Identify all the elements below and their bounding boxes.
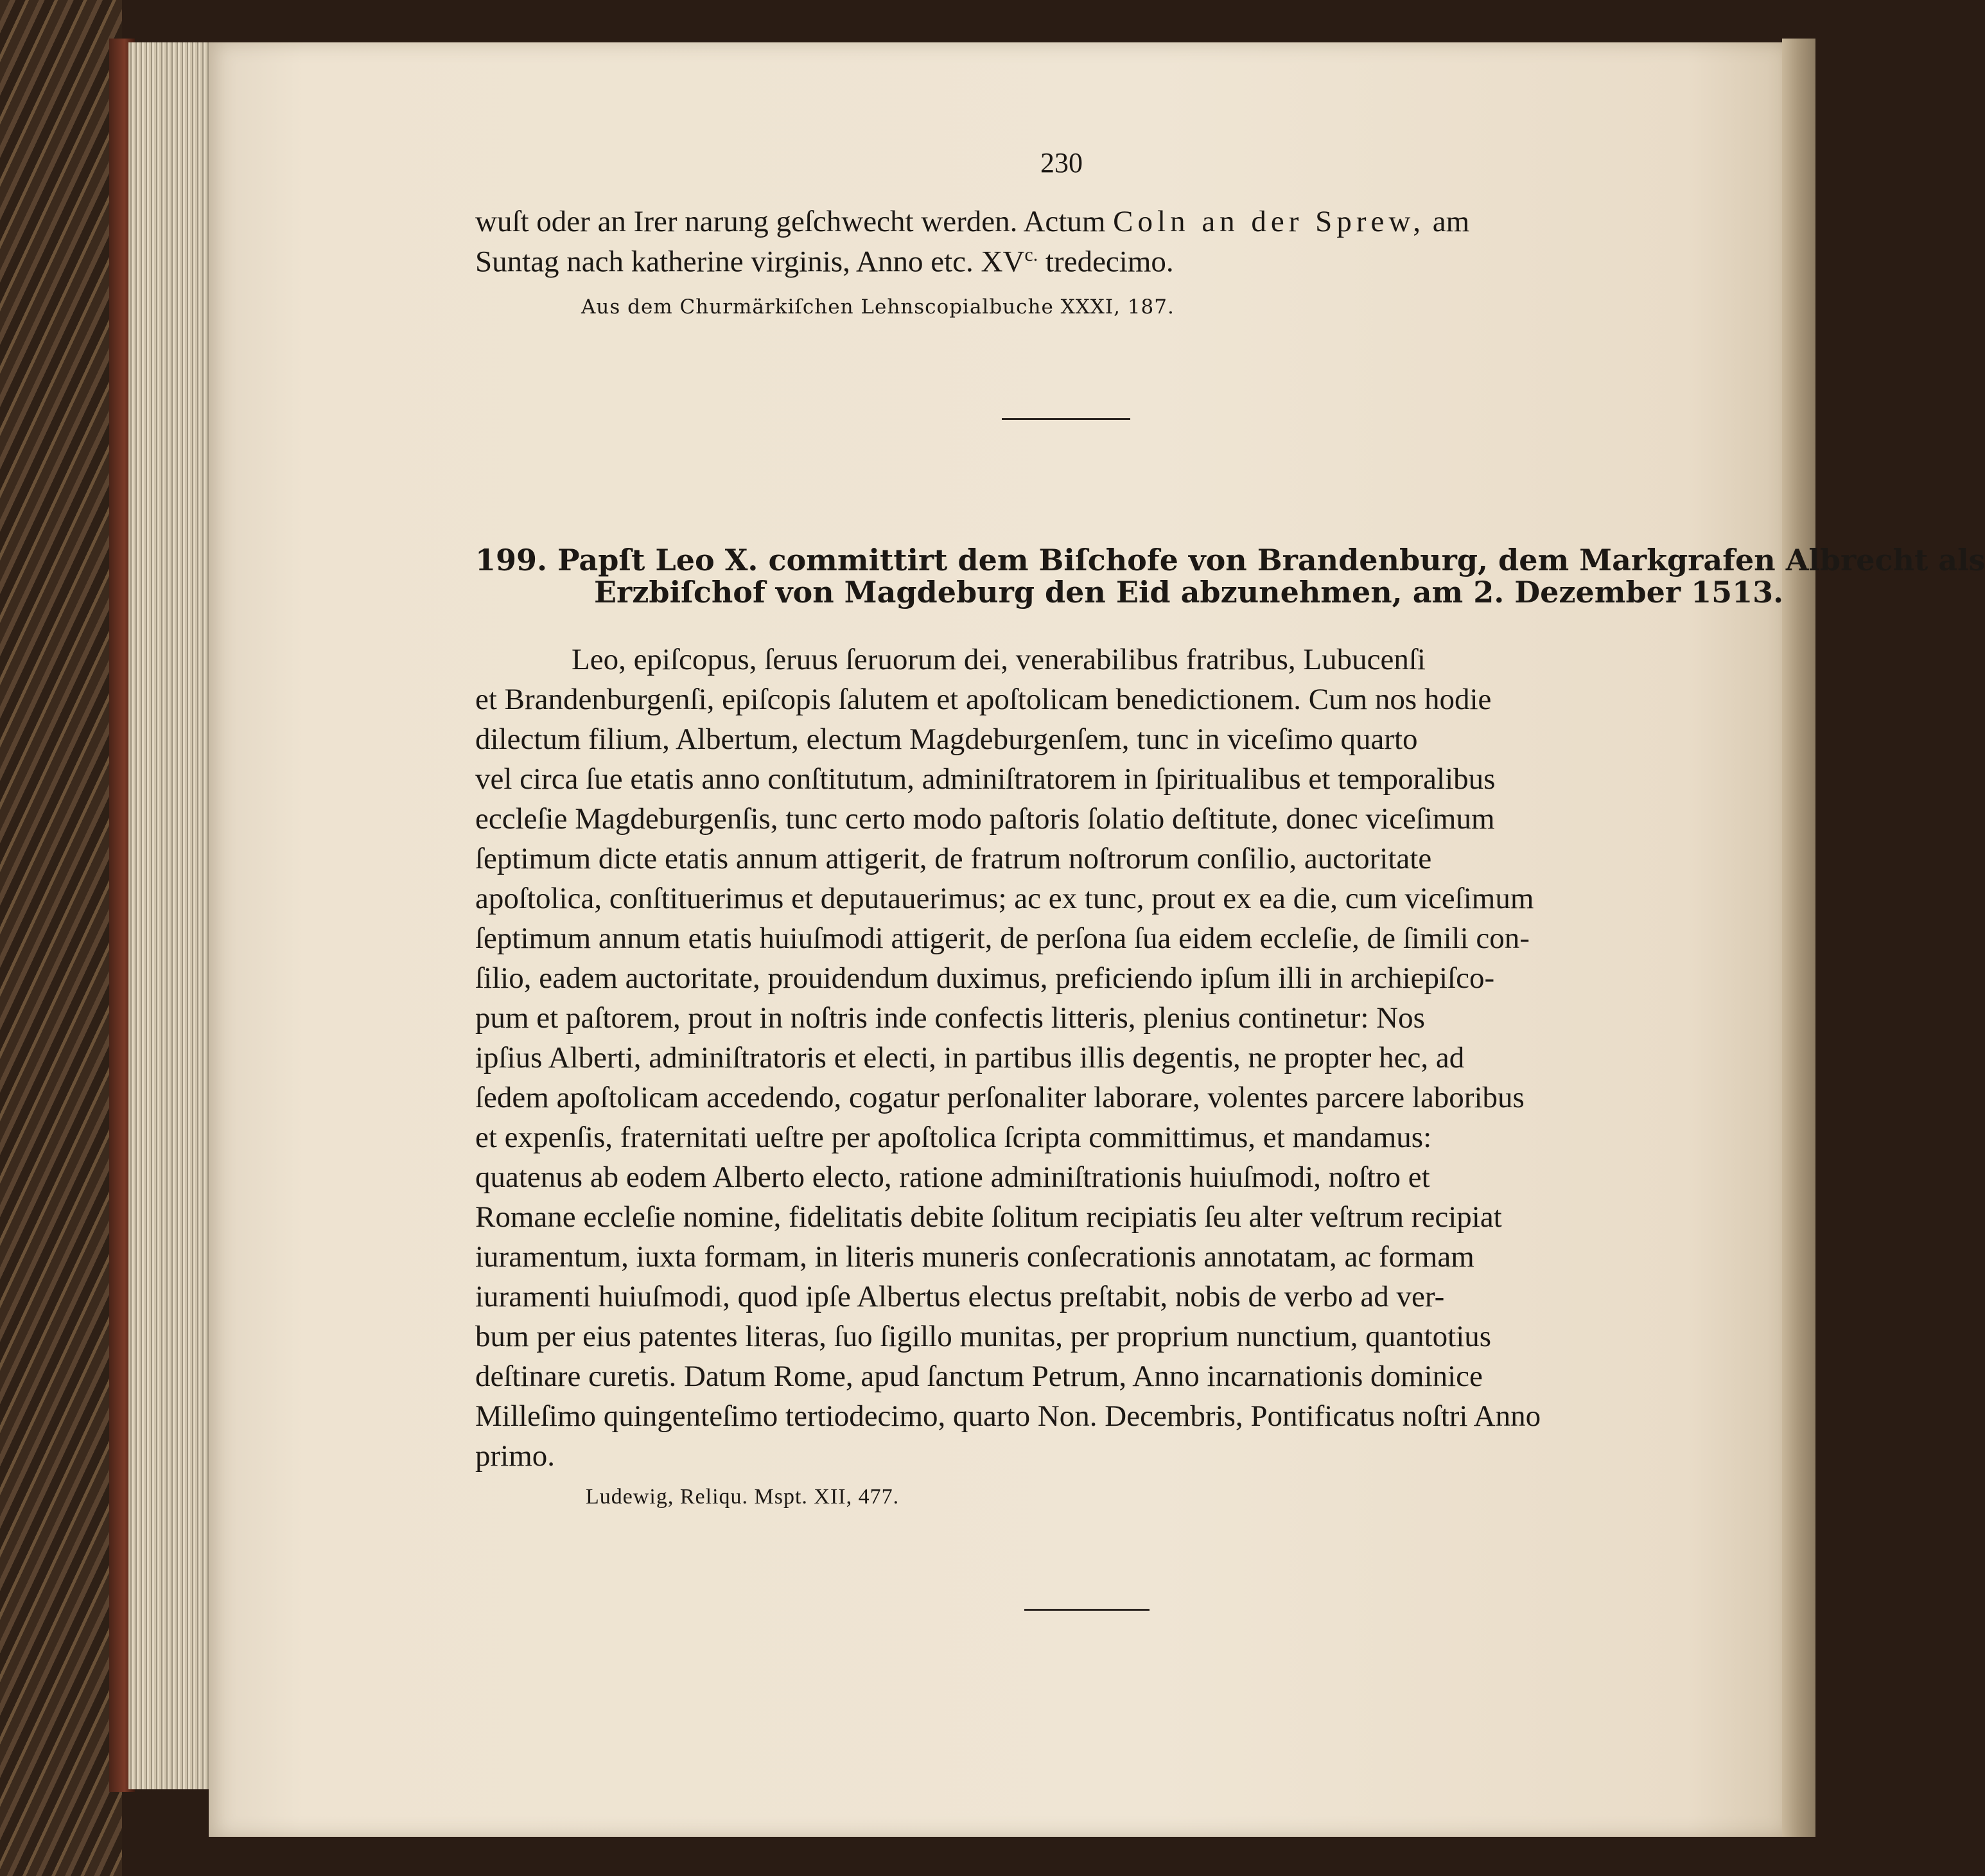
continuation-text: am: [1424, 205, 1470, 238]
continuation-superscript: c.: [1024, 244, 1038, 265]
body-line: pum et paſtorem, prout in noſtris inde confectis litteris, plenius continetur: Nos: [475, 1001, 1425, 1035]
body-line: vel circa ſue etatis anno conſtitutum, adminiſtratorem in ſpiritualibus et temporalibus: [475, 762, 1496, 796]
body-line: iuramenti huiuſmodi, quod ipſe Albertus electus preſtabit, nobis de verbo ad ver-: [475, 1280, 1445, 1313]
body-line: apoſtolica, conſtituerimus et deputauerimus; ac ex tunc, prout ex ea die, cum viceſimum: [475, 882, 1534, 915]
section-divider-bottom: [1024, 1609, 1150, 1611]
body-line: eccleſie Magdeburgenſis, tunc certo modo paſtoris ſolatio deſtitute, donec viceſimum: [475, 802, 1495, 836]
page-edges: [128, 42, 218, 1789]
continuation-text: wuſt oder an Irer narung geſchwecht werden.: [475, 205, 1024, 238]
body-line: iuramentum, iuxta formam, in literis muneris conſecrationis annotatam, ac formam: [475, 1240, 1474, 1274]
body-line: quatenus ab eodem Alberto electo, ratione adminiſtrationis huiuſmodi, noſtro et: [475, 1161, 1430, 1194]
continuation-line-2: [475, 244, 1174, 279]
body-line: dilectum filium, Albertum, electum Magdeburgenſem, tunc in viceſimo quarto: [475, 723, 1418, 756]
body-line: Romane eccleſie nomine, fidelitatis debite ſolitum recipiatis ſeu alter veſtrum recipiat: [475, 1200, 1502, 1234]
continuation-text: Suntag nach katherine virginis, Anno etc. XV: [475, 245, 1025, 279]
page-number: 230: [1040, 147, 1083, 179]
book-cover: [0, 0, 122, 1876]
body-line: ipſius Alberti, adminiſtratoris et electi, in partibus illis degentis, ne propter hec, ad: [475, 1041, 1465, 1074]
document-heading-line-2: Erzbiſchof von Magdeburg den Eid abzunehmen, am 2. Dezember 1513.: [594, 575, 1784, 609]
body-line: bum per eius patentes literas, ſuo ſigillo munitas, per proprium nunctium, quantotius: [475, 1320, 1492, 1353]
continuation-place: Coln an der Sprew,: [1113, 205, 1425, 238]
body-line: deſtinare curetis. Datum Rome, apud ſanctum Petrum, Anno incarnationis dominice: [475, 1360, 1483, 1393]
document-heading-line-1: 199. Papſt Leo X. committirt dem Biſchofe von Brandenburg, dem Markgrafen Albrecht als: [475, 543, 1985, 577]
section-divider: [1002, 418, 1130, 420]
body-line: ſeptimum annum etatis huiuſmodi attigerit, de perſona ſua eidem eccleſie, de ſimili con-: [475, 922, 1530, 955]
continuation-source: Aus dem Churmärkiſchen Lehnscopialbuche XXXI, 187.: [581, 295, 1175, 319]
body-line: ſeptimum dicte etatis annum attigerit, de fratrum noſtrorum conſilio, auctoritate: [475, 842, 1432, 875]
body-line: ſedem apoſtolicam accedendo, cogatur perſonaliter laborare, volentes parcere laboribus: [475, 1081, 1525, 1114]
continuation-text: tredecimo.: [1038, 245, 1174, 279]
body-line: Leo, epiſcopus, ſeruus ſeruorum dei, venerabilibus fratribus, Lubucenſi: [572, 643, 1426, 676]
body-line: et Brandenburgenſi, epiſcopis ſalutem et apoſtolicam benedictionem. Cum nos hodie: [475, 683, 1492, 716]
body-line: et expenſis, fraternitati ueſtre per apoſtolica ſcripta committimus, et mandamus:: [475, 1121, 1432, 1154]
body-line: ſilio, eadem auctoritate, prouidendum duximus, preficiendo ipſum illi in archiepiſco-: [475, 961, 1495, 995]
background-strip: [122, 1837, 1815, 1876]
continuation-text: [1105, 205, 1113, 238]
body-line: Milleſimo quingenteſimo tertiodecimo, quarto Non. Decembris, Pontificatus noſtri Anno: [475, 1399, 1541, 1433]
document-source: Ludewig, Reliqu. Mspt. XII, 477.: [586, 1485, 900, 1509]
body-line: primo.: [475, 1439, 555, 1473]
continuation-line-1: [475, 204, 1469, 239]
continuation-text: Actum: [1023, 205, 1106, 238]
next-page-edge: [1782, 39, 1815, 1837]
